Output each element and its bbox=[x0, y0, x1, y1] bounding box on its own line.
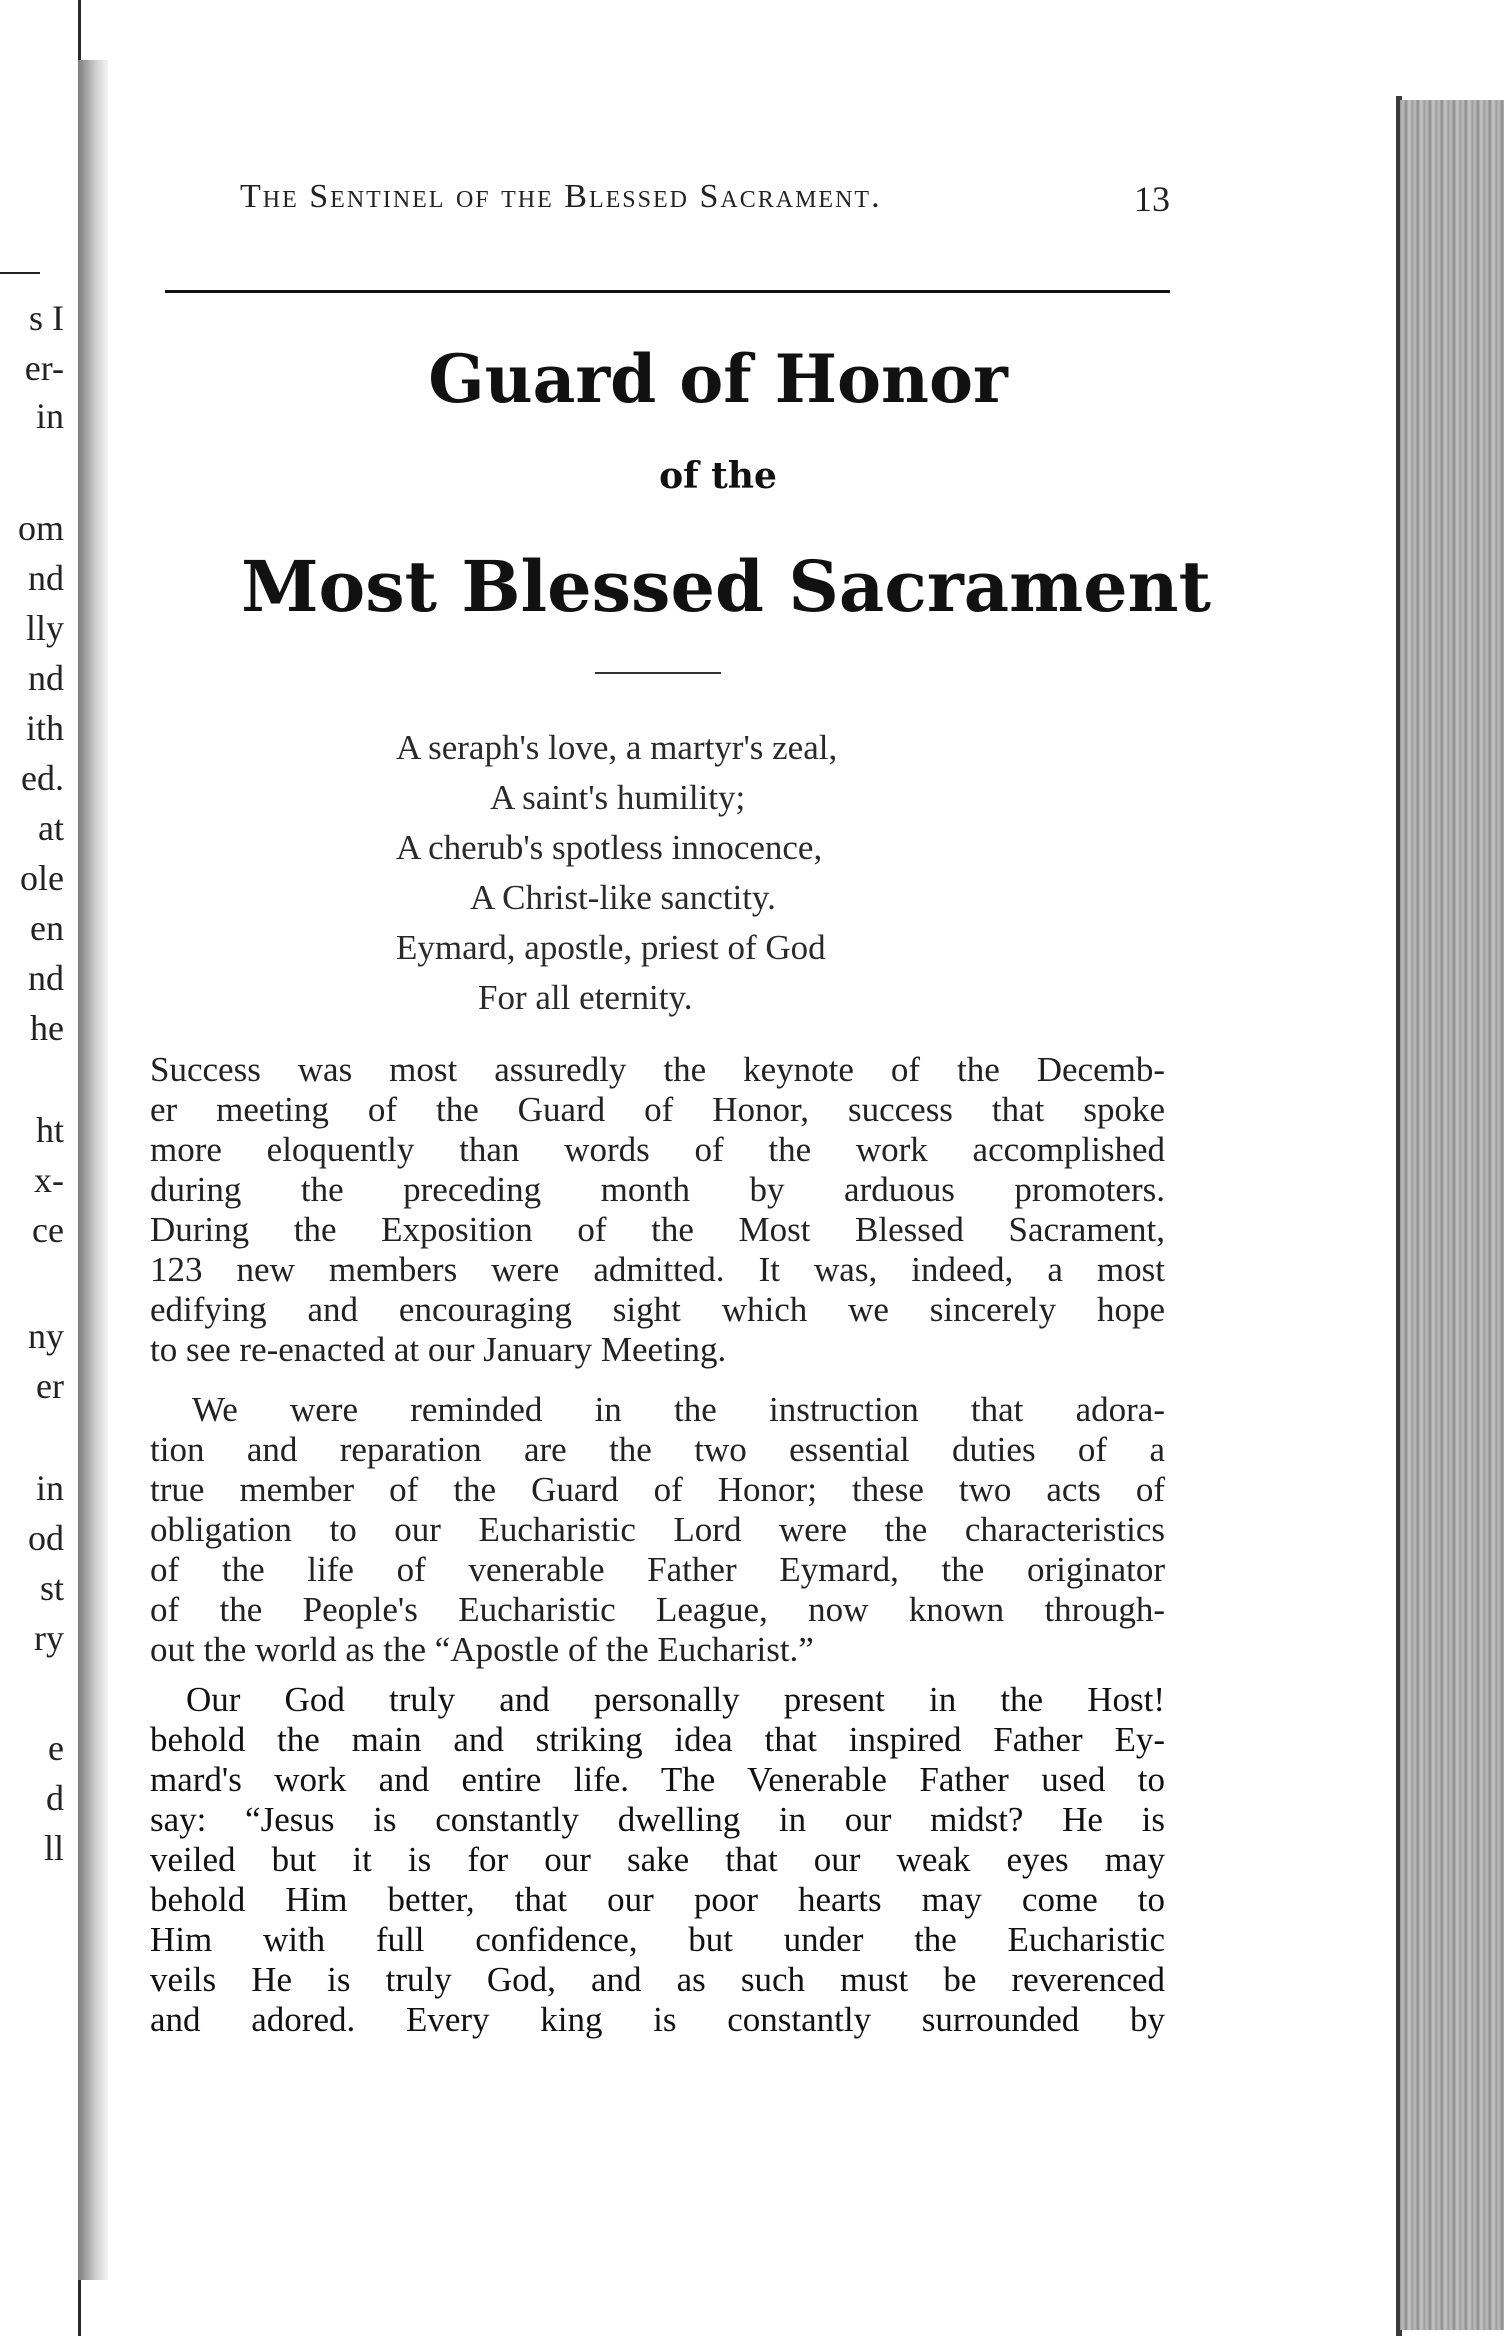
page-number: 13 bbox=[1134, 179, 1170, 219]
left-page-text-fragment: ry bbox=[34, 1618, 64, 1658]
left-page-text-fragment: e bbox=[48, 1728, 64, 1768]
left-page-text-fragment: ce bbox=[32, 1210, 64, 1250]
running-head-title: The Sentinel of the Blessed Sacrament. bbox=[240, 178, 882, 215]
left-page-text-fragment: ny bbox=[28, 1316, 64, 1356]
running-head bbox=[130, 178, 1170, 228]
text-line: of the People's Eucharistic League, now known through- bbox=[150, 1590, 1165, 1629]
paragraph-1 bbox=[150, 1050, 1165, 1370]
heading-line-1: Guard of Honor bbox=[428, 340, 1008, 418]
text-line: of the life of venerable Father Eymard, the originator bbox=[150, 1550, 1165, 1589]
left-page-text-fragment: ith bbox=[25, 708, 64, 748]
paragraph-3 bbox=[150, 1680, 1165, 2040]
heading-line-2: of the bbox=[659, 455, 777, 497]
left-page-text-fragment: er bbox=[36, 1366, 64, 1406]
header-rule bbox=[165, 290, 1170, 293]
left-page-text-fragment: s I bbox=[29, 298, 64, 338]
title-divider bbox=[595, 672, 721, 674]
left-page-text-fragment: in bbox=[35, 1468, 64, 1508]
left-page-text-fragment: nd bbox=[28, 658, 64, 698]
left-page-text-fragment: nd bbox=[28, 958, 64, 998]
left-page-text-fragment: x- bbox=[34, 1160, 64, 1200]
poem-line: A seraph's love, a martyr's zeal, bbox=[396, 728, 838, 767]
left-page-text-fragment: lly bbox=[25, 608, 64, 648]
text-line: mard's work and entire life. The Venerable Father used to bbox=[150, 1760, 1165, 1799]
text-line: er meeting of the Guard of Honor, success that spoke bbox=[150, 1090, 1165, 1129]
text-line: say: “Jesus is constantly dwelling in our midst? He is bbox=[150, 1800, 1165, 1839]
left-page-text-fragment: ht bbox=[35, 1110, 64, 1150]
text-line: veiled but it is for our sake that our weak eyes may bbox=[150, 1840, 1165, 1879]
text-line: tion and reparation are the two essential duties of a bbox=[150, 1430, 1165, 1469]
text-line: true member of the Guard of Honor; these two acts of bbox=[150, 1470, 1165, 1509]
text-line: out the world as the “Apostle of the Eucharist.” bbox=[150, 1630, 814, 1669]
poem-line: A saint's humility; bbox=[490, 778, 746, 817]
left-page-rule bbox=[0, 272, 40, 274]
poem-line: For all eternity. bbox=[478, 978, 693, 1017]
text-line: more eloquently than words of the work accomplished bbox=[150, 1130, 1165, 1169]
text-line: and adored. Every king is constantly surrounded by bbox=[150, 2000, 1165, 2039]
left-page-text-fragment: ll bbox=[43, 1828, 64, 1868]
text-line: to see re-enacted at our January Meeting. bbox=[150, 1330, 727, 1369]
text-line: edifying and encouraging sight which we sincerely hope bbox=[150, 1290, 1165, 1329]
text-line: Him with full confidence, but under the Eucharistic bbox=[150, 1920, 1165, 1959]
heading-line-3: Most Blessed Sacrament bbox=[241, 545, 1211, 628]
poem-line: A cherub's spotless innocence, bbox=[396, 828, 823, 867]
left-page-text-fragment: d bbox=[46, 1778, 64, 1818]
text-line: obligation to our Eucharistic Lord were the characteristics bbox=[150, 1510, 1165, 1549]
text-line: behold the main and striking idea that inspired Father Ey- bbox=[150, 1720, 1165, 1759]
poem-line: Eymard, apostle, priest of God bbox=[396, 928, 826, 967]
left-page-text-fragment: om bbox=[17, 508, 64, 548]
left-page-text-fragment: od bbox=[28, 1518, 64, 1558]
text-line: We were reminded in the instruction that adora- bbox=[192, 1390, 1165, 1429]
poem-line: A Christ-like sanctity. bbox=[470, 878, 776, 917]
left-page-text-fragment: he bbox=[30, 1008, 64, 1048]
paragraph-2 bbox=[150, 1390, 1165, 1670]
text-line: 123 new members were admitted. It was, indeed, a most bbox=[150, 1250, 1165, 1289]
left-page-text-fragment: ole bbox=[20, 858, 64, 898]
left-page-text-fragment: en bbox=[30, 908, 64, 948]
left-page-text-fragment: er- bbox=[24, 348, 64, 388]
left-page-text-fragment: ed. bbox=[21, 758, 64, 798]
left-page-text-fragment: at bbox=[38, 808, 64, 848]
page-stack-edge bbox=[1400, 100, 1504, 2330]
text-line: Our God truly and personally present in the Host! bbox=[186, 1680, 1165, 1719]
text-line: veils He is truly God, and as such must be reverenced bbox=[150, 1960, 1165, 1999]
left-page-text-fragment: in bbox=[35, 396, 64, 436]
text-line: During the Exposition of the Most Blessed Sacrament, bbox=[150, 1210, 1165, 1249]
text-line: Success was most assuredly the keynote of the Decemb- bbox=[150, 1050, 1165, 1089]
left-page-text-fragment: nd bbox=[28, 558, 64, 598]
text-line: behold Him better, that our poor hearts may come to bbox=[150, 1880, 1165, 1919]
left-page-text-fragment: st bbox=[39, 1568, 64, 1608]
text-line: during the preceding month by arduous promoters. bbox=[150, 1170, 1165, 1209]
